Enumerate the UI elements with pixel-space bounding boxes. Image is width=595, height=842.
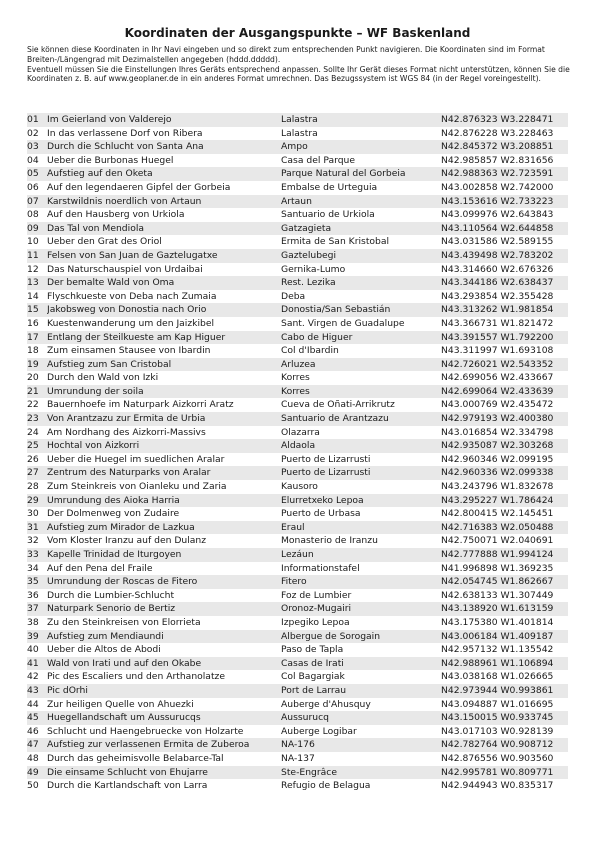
table-row bbox=[27, 453, 568, 467]
start-point: Deba bbox=[281, 290, 306, 302]
route-name: Aufstieg zum Mendiaundi bbox=[47, 630, 281, 644]
start-point: Elurretxeko Lepoa bbox=[281, 494, 441, 508]
start-point: Puerto de Urbasa bbox=[281, 508, 361, 520]
coordinates: N42.985857 W2.831656 bbox=[441, 154, 554, 166]
coordinates: N43.311997 W1.693108 bbox=[441, 345, 554, 357]
start-point: Gatzagieta bbox=[281, 222, 441, 236]
table-row bbox=[27, 208, 568, 222]
coordinates: N43.094887 W1.016695 bbox=[441, 698, 554, 710]
row-number: 01 bbox=[27, 113, 47, 127]
row-number: 07 bbox=[27, 195, 47, 209]
coordinates: N42.960336 W2.099338 bbox=[441, 466, 568, 480]
table-row bbox=[27, 439, 568, 453]
coordinates: N42.988363 W2.723591 bbox=[441, 167, 568, 181]
table-row bbox=[27, 344, 568, 358]
start-point: Eraul bbox=[281, 521, 441, 535]
table-row bbox=[27, 235, 568, 249]
row-number: 21 bbox=[27, 385, 47, 399]
coordinates: N43.031586 W2.589155 bbox=[441, 236, 554, 248]
route-name: Umrundung des Aioka Harria bbox=[47, 494, 281, 508]
route-name: Aufstieg auf den Oketa bbox=[47, 167, 281, 181]
route-name: Der Dolmenweg von Zudaire bbox=[47, 508, 180, 520]
route-name: Pic dOrhi bbox=[47, 684, 281, 698]
row-number: 03 bbox=[27, 140, 47, 154]
start-point: Ampo bbox=[281, 140, 441, 154]
table-row bbox=[27, 222, 568, 236]
coordinates: N43.391557 W1.792200 bbox=[441, 331, 568, 345]
route-name: Ueber die Huegel im suedlichen Aralar bbox=[47, 453, 225, 465]
route-name: Durch die Kartlandschaft von Larra bbox=[47, 780, 208, 792]
start-point: Paso de Tapla bbox=[281, 644, 344, 656]
table-row bbox=[27, 630, 568, 644]
coordinates: N43.439498 W2.783202 bbox=[441, 249, 568, 263]
coordinates: N43.006184 W1.409187 bbox=[441, 630, 568, 644]
coordinates: N43.110564 W2.644858 bbox=[441, 222, 568, 236]
coordinates: N42.935087 W2.303268 bbox=[441, 439, 568, 453]
route-name: Jakobsweg von Donostia nach Orio bbox=[47, 303, 281, 317]
table-row bbox=[27, 698, 568, 712]
coordinates: N43.293854 W2.355428 bbox=[441, 290, 554, 302]
coordinates: N42.988961 W1.106894 bbox=[441, 657, 568, 671]
row-number: 23 bbox=[27, 412, 47, 426]
table-row bbox=[27, 371, 568, 385]
start-point: Aldaola bbox=[281, 439, 441, 453]
coordinates: N42.638133 W1.307449 bbox=[441, 589, 554, 601]
coordinates: N42.995781 W0.809771 bbox=[441, 766, 568, 780]
route-name: Ueber den Grat des Oriol bbox=[47, 236, 162, 248]
coordinates: N43.366731 W1.821472 bbox=[441, 317, 554, 329]
table-row bbox=[27, 670, 568, 684]
row-number: 27 bbox=[27, 466, 47, 480]
row-number: 34 bbox=[27, 562, 39, 574]
row-number: 45 bbox=[27, 711, 47, 725]
table-row bbox=[27, 548, 568, 562]
route-name: Ueber die Altos de Abodi bbox=[47, 644, 161, 656]
coordinates: N43.000769 W2.435472 bbox=[441, 399, 554, 411]
start-point: Santuario de Urkiola bbox=[281, 209, 375, 221]
coordinates: N42.716383 W2.050488 bbox=[441, 521, 568, 535]
start-point: Gaztelubegi bbox=[281, 249, 441, 263]
start-point: NA-137 bbox=[281, 752, 315, 764]
route-name: Der bemalte Wald von Oma bbox=[47, 276, 281, 290]
row-number: 15 bbox=[27, 303, 47, 317]
start-point: Refugio de Belagua bbox=[281, 780, 371, 792]
table-row bbox=[27, 711, 568, 725]
start-point: Arluzea bbox=[281, 358, 441, 372]
start-point: Fitero bbox=[281, 575, 441, 589]
table-row bbox=[27, 167, 568, 181]
row-number: 26 bbox=[27, 453, 39, 465]
route-name: Durch die Schlucht von Santa Ana bbox=[47, 140, 281, 154]
intro-paragraph: Sie können diese Koordinaten in Ihr Navi eingeben und so direkt zum entsprechenden Punkt navigieren. Die Koordinaten sind im Format Breiten-/Längengrad mit Dezimalstellen angegeben (hddd.ddddd). bbox=[27, 45, 545, 64]
row-number: 05 bbox=[27, 167, 47, 181]
table-row bbox=[27, 643, 568, 657]
coordinates: N42.973944 W0.993861 bbox=[441, 684, 568, 698]
start-point: Port de Larrau bbox=[281, 684, 441, 698]
row-number: 39 bbox=[27, 630, 47, 644]
row-number: 38 bbox=[27, 616, 39, 628]
coordinates: N42.726021 W2.543352 bbox=[441, 358, 568, 372]
start-point: Artaun bbox=[281, 195, 441, 209]
table-row bbox=[27, 154, 568, 168]
page-title: Koordinaten der Ausgangspunkte – WF Baskenland bbox=[124, 26, 471, 40]
table-row bbox=[27, 358, 568, 372]
route-name: Hochtal von Aizkorri bbox=[47, 439, 281, 453]
row-number: 25 bbox=[27, 439, 47, 453]
start-point: Auberge d'Ahusquy bbox=[281, 698, 371, 710]
route-name: Aufstieg zur verlassenen Ermita de Zuberoa bbox=[47, 738, 281, 752]
route-name: Felsen von San Juan de Gaztelugatxe bbox=[47, 249, 281, 263]
table-row bbox=[27, 426, 568, 440]
start-point: Kausoro bbox=[281, 481, 318, 493]
table-row bbox=[27, 331, 568, 345]
route-name: Pic des Escaliers und den Arthanolatze bbox=[47, 671, 226, 683]
coordinates: N42.054745 W1.862667 bbox=[441, 575, 568, 589]
route-name: Zum einsamen Stausee von Ibardin bbox=[47, 345, 211, 357]
coordinates: N42.782764 W0.908712 bbox=[441, 738, 568, 752]
row-number: 49 bbox=[27, 766, 47, 780]
row-number: 04 bbox=[27, 154, 39, 166]
table-row bbox=[27, 657, 568, 671]
start-point: Monasterio de Iranzu bbox=[281, 535, 378, 547]
row-number: 13 bbox=[27, 276, 47, 290]
route-name: Durch die Lumbier-Schlucht bbox=[47, 589, 175, 601]
row-number: 44 bbox=[27, 698, 39, 710]
table-row bbox=[27, 263, 568, 277]
start-point: Parque Natural del Gorbeia bbox=[281, 167, 441, 181]
start-point: Auberge Logibar bbox=[281, 725, 357, 737]
row-number: 30 bbox=[27, 508, 39, 520]
start-point: Lalastra bbox=[281, 113, 441, 127]
table-row bbox=[27, 575, 568, 589]
row-number: 20 bbox=[27, 372, 39, 384]
start-point: Albergue de Sorogain bbox=[281, 630, 441, 644]
row-number: 09 bbox=[27, 222, 47, 236]
route-name: Aufstieg zum San Cristobal bbox=[47, 358, 281, 372]
start-point: Puerto de Lizarrusti bbox=[281, 453, 371, 465]
start-point: Col Bagargiak bbox=[281, 671, 345, 683]
coordinates: N42.944943 W0.835317 bbox=[441, 780, 554, 792]
table-row bbox=[27, 412, 568, 426]
route-name: Entlang der Steilkueste am Kap Higuer bbox=[47, 331, 281, 345]
route-name: Flyschkueste von Deba nach Zumaia bbox=[47, 290, 217, 302]
row-number: 35 bbox=[27, 575, 47, 589]
route-name: Huegellandschaft um Aussurucqs bbox=[47, 711, 281, 725]
table-row bbox=[27, 140, 568, 154]
table-row bbox=[27, 385, 568, 399]
table-row bbox=[27, 562, 568, 576]
table-row bbox=[27, 195, 568, 209]
intro-paragraph: Eventuell müssen Sie die Einstellungen Ihres Geräts entsprechend anpassen. Sollte Ihr Gerät dieses Format nicht unterstützen, können Sie die Koordinaten z. B. auf www.geoplaner.de in ein anderes Format umrechnen. Das Bezugssystem ist WGS 84 (in der Regel voreingestellt). bbox=[27, 64, 570, 84]
route-name: Bauernhoefe im Naturpark Aizkorri Aratz bbox=[47, 399, 234, 411]
table-row bbox=[27, 521, 568, 535]
coordinates: N43.099976 W2.643843 bbox=[441, 209, 554, 221]
coordinates-table-body bbox=[27, 113, 568, 793]
row-number: 36 bbox=[27, 589, 39, 601]
table-row bbox=[27, 616, 568, 630]
coordinates: N42.876556 W0.903560 bbox=[441, 752, 554, 764]
route-name: Wald von Irati und auf den Okabe bbox=[47, 657, 281, 671]
coordinates: N43.017103 W0.928139 bbox=[441, 725, 554, 737]
table-row bbox=[27, 534, 568, 548]
coordinates: N43.175380 W1.401814 bbox=[441, 616, 554, 628]
coordinates: N42.979193 W2.400380 bbox=[441, 412, 568, 426]
coordinates: N42.845372 W3.208851 bbox=[441, 140, 568, 154]
row-number: 10 bbox=[27, 236, 39, 248]
route-name: Aufstieg zum Mirador de Lazkua bbox=[47, 521, 281, 535]
table-row bbox=[27, 181, 568, 195]
route-name: Durch das geheimisvolle Belabarce-Tal bbox=[47, 752, 224, 764]
row-number: 11 bbox=[27, 249, 47, 263]
start-point: Ermita de San Kristobal bbox=[281, 236, 390, 248]
row-number: 33 bbox=[27, 548, 47, 562]
start-point: Sant. Virgen de Guadalupe bbox=[281, 317, 405, 329]
row-number: 40 bbox=[27, 644, 39, 656]
start-point: Foz de Lumbier bbox=[281, 589, 352, 601]
coordinates: N42.800415 W2.145451 bbox=[441, 508, 554, 520]
row-number: 06 bbox=[27, 181, 39, 193]
start-point: Ste-Engrâce bbox=[281, 766, 441, 780]
route-name: Zum Steinkreis von Oianleku und Zaria bbox=[47, 481, 227, 493]
route-name: Kuestenwanderung um den Jaizkibel bbox=[47, 317, 215, 329]
table-row bbox=[27, 684, 568, 698]
coordinates: N43.002858 W2.742000 bbox=[441, 181, 554, 193]
route-name: Umrundung der Roscas de Fitero bbox=[47, 575, 281, 589]
route-name: Umrundung der soila bbox=[47, 385, 281, 399]
coordinates: N43.138920 W1.613159 bbox=[441, 602, 568, 616]
coordinates: N43.313262 W1.981854 bbox=[441, 303, 568, 317]
start-point: NA-176 bbox=[281, 738, 441, 752]
coordinates: N42.699056 W2.433667 bbox=[441, 372, 554, 384]
route-name: Vom Kloster Iranzu auf den Dulanz bbox=[47, 535, 207, 547]
table-row bbox=[27, 276, 568, 290]
coordinates: N43.038168 W1.026665 bbox=[441, 671, 554, 683]
coordinates: N42.777888 W1.994124 bbox=[441, 548, 568, 562]
route-name: Von Arantzazu zur Ermita de Urbia bbox=[47, 412, 281, 426]
table-row bbox=[27, 602, 568, 616]
table-row bbox=[27, 766, 568, 780]
route-name: Zu den Steinkreisen von Elorrieta bbox=[47, 616, 201, 628]
table-row bbox=[27, 480, 568, 494]
start-point: Casa del Parque bbox=[281, 154, 356, 166]
table-row bbox=[27, 779, 568, 793]
table-row bbox=[27, 249, 568, 263]
start-point: Cabo de Higuer bbox=[281, 331, 441, 345]
row-number: 24 bbox=[27, 426, 39, 438]
start-point: Korres bbox=[281, 385, 441, 399]
coordinates: N42.957132 W1.135542 bbox=[441, 644, 554, 656]
table-row bbox=[27, 127, 568, 141]
coordinates: N41.996898 W1.369235 bbox=[441, 562, 554, 574]
row-number: 43 bbox=[27, 684, 47, 698]
table-row bbox=[27, 752, 568, 766]
table-row bbox=[27, 317, 568, 331]
row-number: 47 bbox=[27, 738, 47, 752]
route-name: Schlucht und Haengebruecke von Holzarte bbox=[47, 725, 244, 737]
row-number: 19 bbox=[27, 358, 47, 372]
table-row bbox=[27, 589, 568, 603]
row-number: 12 bbox=[27, 263, 39, 275]
coordinates: N43.295227 W1.786424 bbox=[441, 494, 568, 508]
route-name: Auf den Pena del Fraile bbox=[47, 562, 153, 574]
table-row bbox=[27, 738, 568, 752]
row-number: 42 bbox=[27, 671, 39, 683]
route-name: Auf den legendaeren Gipfel der Gorbeia bbox=[47, 181, 231, 193]
table-row bbox=[27, 113, 568, 127]
table-row bbox=[27, 494, 568, 508]
coordinates-table bbox=[27, 113, 568, 793]
route-name: Das Tal von Mendiola bbox=[47, 222, 281, 236]
row-number: 48 bbox=[27, 752, 39, 764]
start-point: Olazarra bbox=[281, 426, 320, 438]
table-row bbox=[27, 507, 568, 521]
start-point: Casas de Irati bbox=[281, 657, 441, 671]
row-number: 31 bbox=[27, 521, 47, 535]
route-name: Kapelle Trinidad de Iturgoyen bbox=[47, 548, 281, 562]
coordinates: N42.876323 W3.228471 bbox=[441, 113, 568, 127]
coordinates: N43.153616 W2.733223 bbox=[441, 195, 568, 209]
row-number: 41 bbox=[27, 657, 47, 671]
route-name: Durch den Wald von Izki bbox=[47, 372, 159, 384]
coordinates: N43.016854 W2.334798 bbox=[441, 426, 554, 438]
start-point: Gernika-Lumo bbox=[281, 263, 346, 275]
intro-text bbox=[27, 45, 572, 84]
route-name: Zur heiligen Quelle von Ahuezki bbox=[47, 698, 194, 710]
start-point: Korres bbox=[281, 372, 310, 384]
start-point: Aussurucq bbox=[281, 711, 441, 725]
row-number: 28 bbox=[27, 481, 39, 493]
route-name: Auf den Hausberg von Urkiola bbox=[47, 209, 185, 221]
row-number: 37 bbox=[27, 602, 47, 616]
row-number: 29 bbox=[27, 494, 47, 508]
route-name: In das verlassene Dorf von Ribera bbox=[47, 127, 203, 139]
route-name: Im Geierland von Valderejo bbox=[47, 113, 281, 127]
start-point: Embalse de Urteguia bbox=[281, 181, 378, 193]
start-point: Lezáun bbox=[281, 548, 441, 562]
start-point: Cueva de Oñati-Arrikrutz bbox=[281, 399, 395, 411]
start-point: Puerto de Lizarrusti bbox=[281, 466, 441, 480]
start-point: Santuario de Arantzazu bbox=[281, 412, 441, 426]
route-name: Ueber die Burbonas Huegel bbox=[47, 154, 174, 166]
row-number: 18 bbox=[27, 345, 39, 357]
start-point: Izpegiko Lepoa bbox=[281, 616, 350, 628]
table-row bbox=[27, 303, 568, 317]
table-row bbox=[27, 725, 568, 739]
route-name: Am Nordhang des Aizkorri-Massivs bbox=[47, 426, 206, 438]
coordinates: N43.150015 W0.933745 bbox=[441, 711, 568, 725]
start-point: Lalastra bbox=[281, 127, 318, 139]
row-number: 50 bbox=[27, 780, 39, 792]
row-number: 17 bbox=[27, 331, 47, 345]
coordinates: N42.876228 W3.228463 bbox=[441, 127, 554, 139]
start-point: Donostia/San Sebastián bbox=[281, 303, 441, 317]
start-point: Col d'Ibardin bbox=[281, 345, 339, 357]
row-number: 22 bbox=[27, 399, 39, 411]
row-number: 14 bbox=[27, 290, 39, 302]
coordinates: N43.314660 W2.676326 bbox=[441, 263, 554, 275]
coordinates: N42.699064 W2.433639 bbox=[441, 385, 568, 399]
table-row bbox=[27, 466, 568, 480]
start-point: Informationstafel bbox=[281, 562, 360, 574]
route-name: Naturpark Senorio de Bertiz bbox=[47, 602, 281, 616]
route-name: Die einsame Schlucht von Ehujarre bbox=[47, 766, 281, 780]
route-name: Das Naturschauspiel von Urdaibai bbox=[47, 263, 203, 275]
route-name: Karstwildnis noerdlich von Artaun bbox=[47, 195, 281, 209]
row-number: 32 bbox=[27, 535, 39, 547]
coordinates: N42.750071 W2.040691 bbox=[441, 535, 554, 547]
coordinates: N43.243796 W1.832678 bbox=[441, 481, 554, 493]
coordinates: N42.960346 W2.099195 bbox=[441, 453, 554, 465]
start-point: Rest. Lezika bbox=[281, 276, 441, 290]
table-row bbox=[27, 290, 568, 304]
start-point: Oronoz-Mugairi bbox=[281, 602, 441, 616]
table-row bbox=[27, 398, 568, 412]
row-number: 02 bbox=[27, 127, 39, 139]
coordinates: N43.344186 W2.638437 bbox=[441, 276, 568, 290]
route-name: Zentrum des Naturparks von Aralar bbox=[47, 466, 281, 480]
row-number: 16 bbox=[27, 317, 39, 329]
row-number: 08 bbox=[27, 209, 39, 221]
row-number: 46 bbox=[27, 725, 39, 737]
